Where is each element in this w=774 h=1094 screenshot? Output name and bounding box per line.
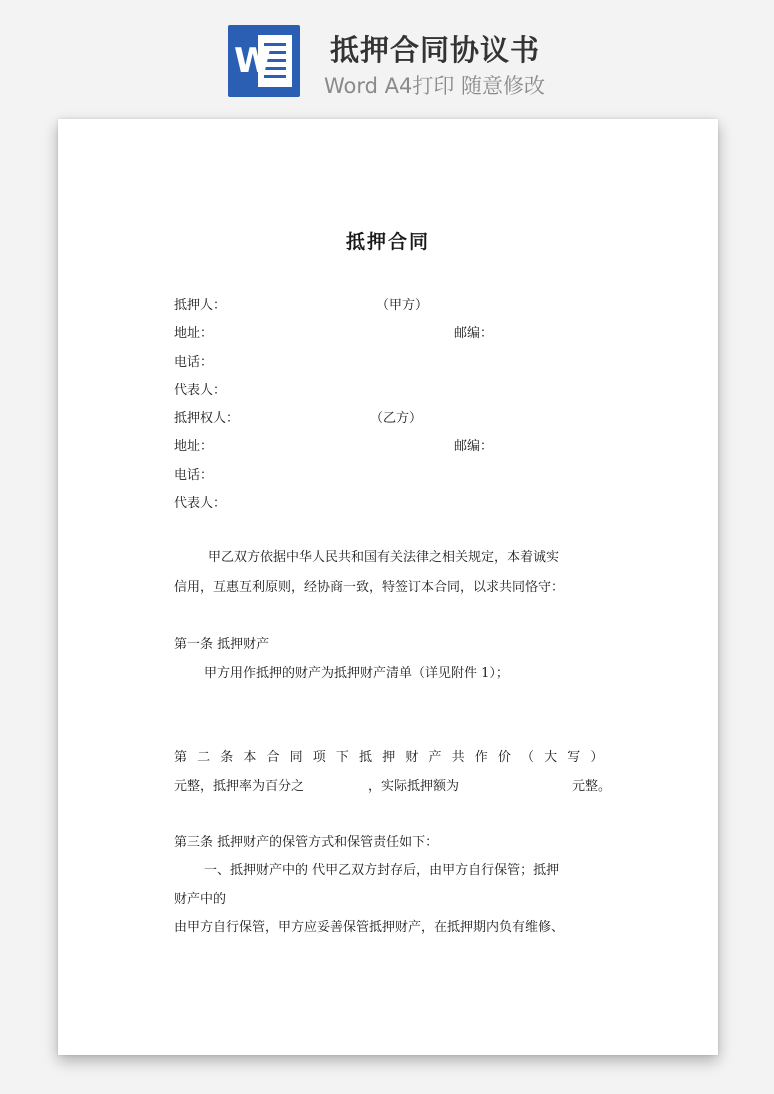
party-b-label: （乙方）	[370, 411, 423, 426]
postcode-label-a: 邮编：	[454, 326, 494, 341]
document-page	[58, 119, 718, 1055]
postcode-label-b: 邮编：	[454, 439, 494, 454]
article-1-heading: 第一条 抵押财产	[174, 637, 270, 652]
page-subtitle: Word A4打印 随意修改	[324, 74, 546, 98]
preamble-line-1: 甲乙双方依据中华人民共和国有关法律之相关规定，本着诚实	[208, 550, 560, 565]
article-2-line-1: 第 二 条 本 合 同 项 下 抵 押 财 产 共 作 价 （ 大 写 ）	[174, 750, 607, 765]
mortgagor-label: 抵押人：	[174, 298, 227, 313]
address-label-a: 地址：	[174, 326, 214, 341]
party-a-label: （甲方）	[376, 298, 429, 313]
word-icon	[228, 25, 300, 97]
rep-label-a: 代表人：	[174, 383, 227, 398]
article-3-heading: 第三条 抵押财产的保管方式和保管责任如下：	[174, 835, 439, 850]
address-label-b: 地址：	[174, 439, 214, 454]
document-title: 抵押合同	[345, 231, 430, 253]
header	[0, 0, 774, 110]
article-3-line-3: 由甲方自行保管，甲方应妥善保管抵押财产，在抵押期内负有维修、	[174, 920, 565, 935]
article-2-part-b: ，实际抵押额为	[368, 779, 460, 794]
page-title: 抵押合同协议书	[330, 33, 541, 67]
rep-label-b: 代表人：	[174, 496, 227, 511]
article-2-part-a: 元整，抵押率为百分之	[174, 779, 305, 794]
article-2-part-c: 元整。	[572, 779, 612, 794]
article-3-line-1: 一、抵押财产中的 代甲乙双方封存后，由甲方自行保管；抵押	[204, 863, 560, 878]
phone-label-b: 电话：	[174, 468, 214, 483]
phone-label-a: 电话：	[174, 355, 214, 370]
article-3-line-2: 财产中的	[174, 892, 227, 907]
preamble-line-2: 信用，互惠互利原则，经协商一致，特签订本合同，以求共同恪守：	[174, 580, 565, 595]
article-1-text: 甲方用作抵押的财产为抵押财产清单（详见附件 1）；	[204, 666, 509, 681]
mortgagee-label: 抵押权人：	[174, 411, 240, 426]
word-icon-letter: W	[234, 41, 272, 81]
